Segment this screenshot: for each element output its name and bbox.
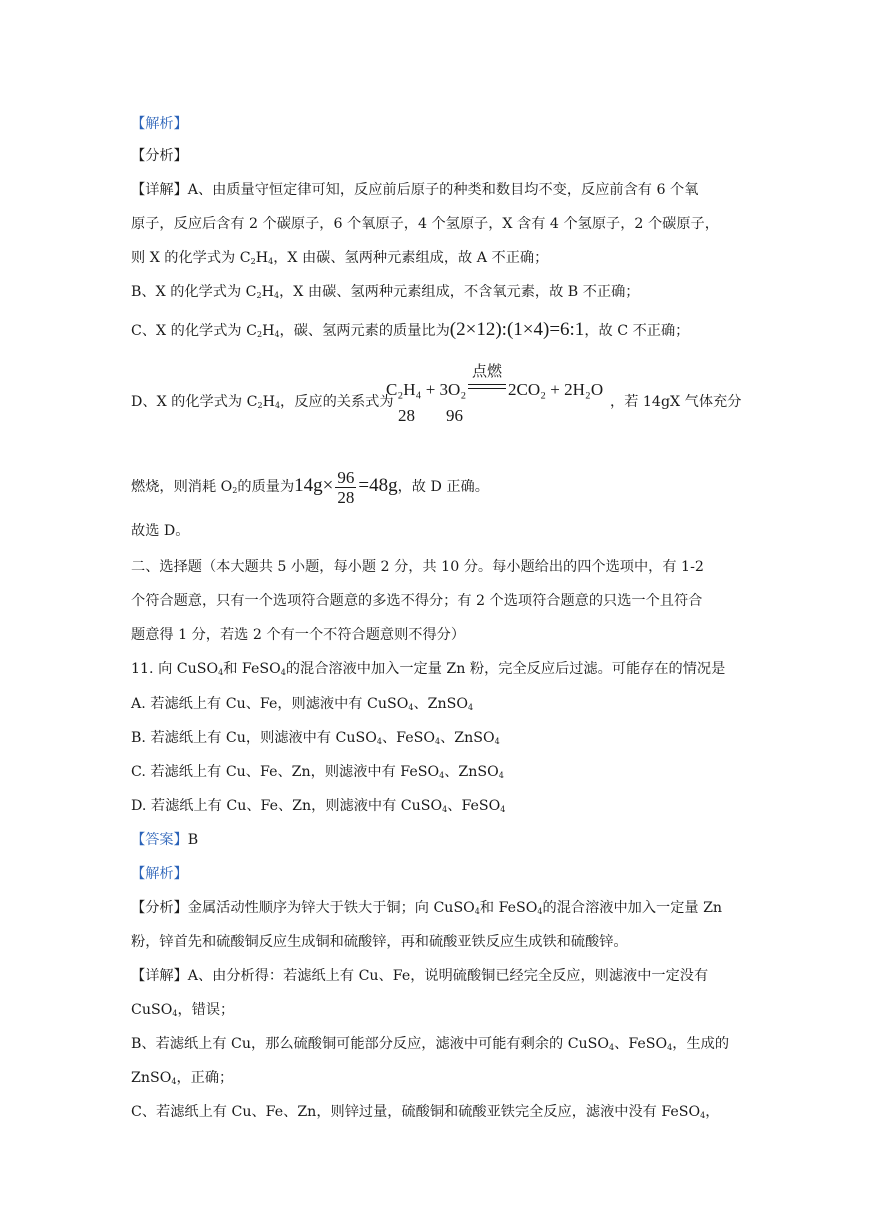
mass-ratio-formula: (2×12):(1×4)=6:1: [449, 319, 585, 340]
equals-sign: [468, 384, 506, 389]
reactant-formula: C₂H₄ + 3O₂: [386, 380, 467, 399]
answer-tag: 【答案】: [131, 832, 188, 848]
molar-mass-o2: 96: [446, 406, 463, 425]
choose-d: 故选 D。: [131, 523, 190, 539]
detail-a-line-3: 则 X 的化学式为 $C_2H_4$，X 由碳、氢两种元素组成，故 A 不正确；: [131, 250, 549, 266]
condition-ignite: 点燃: [472, 362, 503, 380]
answer-value: B: [187, 832, 199, 848]
molar-mass-c2h4: 28: [398, 406, 415, 425]
question-11: 11. 向 CuSO$_4$和 FeSO$_4$的混合溶液中加入一定量 Zn 粉，完全反应后过滤。可能存在的情况是: [131, 661, 726, 677]
jiexi-label-2: 【解析】: [131, 866, 188, 882]
section-heading-1: 二、选择题（本大题共 5 小题，每小题 2 分，共 10 分。每小题给出的四个选项中，有 1-2: [131, 559, 704, 575]
jiexi-label-1: 【解析】: [131, 116, 188, 132]
option-a: A. 若滤纸上有 Cu、Fe，则滤液中有 CuSO$_4$、ZnSO$_4$: [131, 696, 474, 712]
product-formula: 2CO₂ + 2H₂O: [508, 380, 604, 399]
section-heading-2: 个符合题意，只有一个选项符合题意的多选不得分；有 2 个选项符合题意的只选一个且符合: [131, 593, 703, 609]
section-heading-3: 题意得 1 分，若选 2 个有一个不符合题意则不得分）: [131, 627, 466, 643]
detail2-b-1: B、若滤纸上有 Cu，那么硫酸铜可能部分反应，滤液中可能有剩余的 CuSO$_4$、FeSO$_4$，生成的: [131, 1036, 730, 1052]
detail2-b-2: ZnSO$_4$，正确；: [131, 1070, 234, 1086]
option-d-explain-post: ，若 14gX 气体充分: [610, 394, 742, 410]
option-c: C. 若滤纸上有 Cu、Fe、Zn，则滤液中有 FeSO$_4$、ZnSO$_4$: [131, 764, 504, 780]
fraction-96-28: $\frac{96}{28}$: [337, 467, 355, 507]
fenxi-label-1: 【分析】: [131, 148, 188, 164]
detail-a-line-2: 原子，反应后含有 2 个碳原子，6 个氧原子，4 个氢原子，X 含有 4 个氢原子，2 个碳原子，: [131, 216, 719, 232]
option-d-explain-pre: D、X 的化学式为 $C_2H_4$，反应的关系式为: [131, 394, 394, 410]
detail2-a-1: 【详解】A、由分析得：若滤纸上有 Cu、Fe，说明硫酸铜已经完全反应，则滤液中一定没有: [131, 968, 709, 984]
option-b-explain: B、X 的化学式为 $C_2H_4$，X 由碳、氢两种元素组成，不含氧元素，故 B 不正确；: [131, 284, 640, 300]
option-b: B. 若滤纸上有 Cu，则滤液中有 CuSO$_4$、FeSO$_4$、ZnSO$_4$: [131, 730, 500, 746]
detail2-c-1: C、若滤纸上有 Cu、Fe、Zn，则锌过量，硫酸铜和硫酸亚铁完全反应，滤液中没有 FeSO$_4$，: [131, 1104, 720, 1120]
fenxi-line-2: 粉，锌首先和硫酸铜反应生成铜和硫酸锌，再和硫酸亚铁反应生成铁和硫酸锌。: [131, 934, 628, 950]
answer-line: [131, 830, 198, 850]
option-d: D. 若滤纸上有 Cu、Fe、Zn，则滤液中有 CuSO$_4$、FeSO$_4$: [131, 798, 506, 814]
fenxi-line-1: 【分析】金属活动性顺序为锌大于铁大于铜；向 CuSO$_4$和 FeSO$_4$的混合溶液中加入一定量 Zn: [131, 900, 723, 916]
detail-a-line-1: 【详解】A、由质量守恒定律可知，反应前后原子的种类和数目均不变，反应前含有 6 个氧: [131, 182, 699, 198]
option-d-explain-line-2: 燃烧，则消耗 $O_2$的质量为14g× $\frac{96}{28}$ =48g，故 D 正确。: [131, 467, 489, 507]
option-c-explain: C、X 的化学式为 $C_2H_4$，碳、氢两元素的质量比为(2×12):(1×4)=6:1，故 C 不正确；: [131, 319, 690, 340]
detail2-a-2: CuSO$_4$，错误；: [131, 1002, 235, 1018]
